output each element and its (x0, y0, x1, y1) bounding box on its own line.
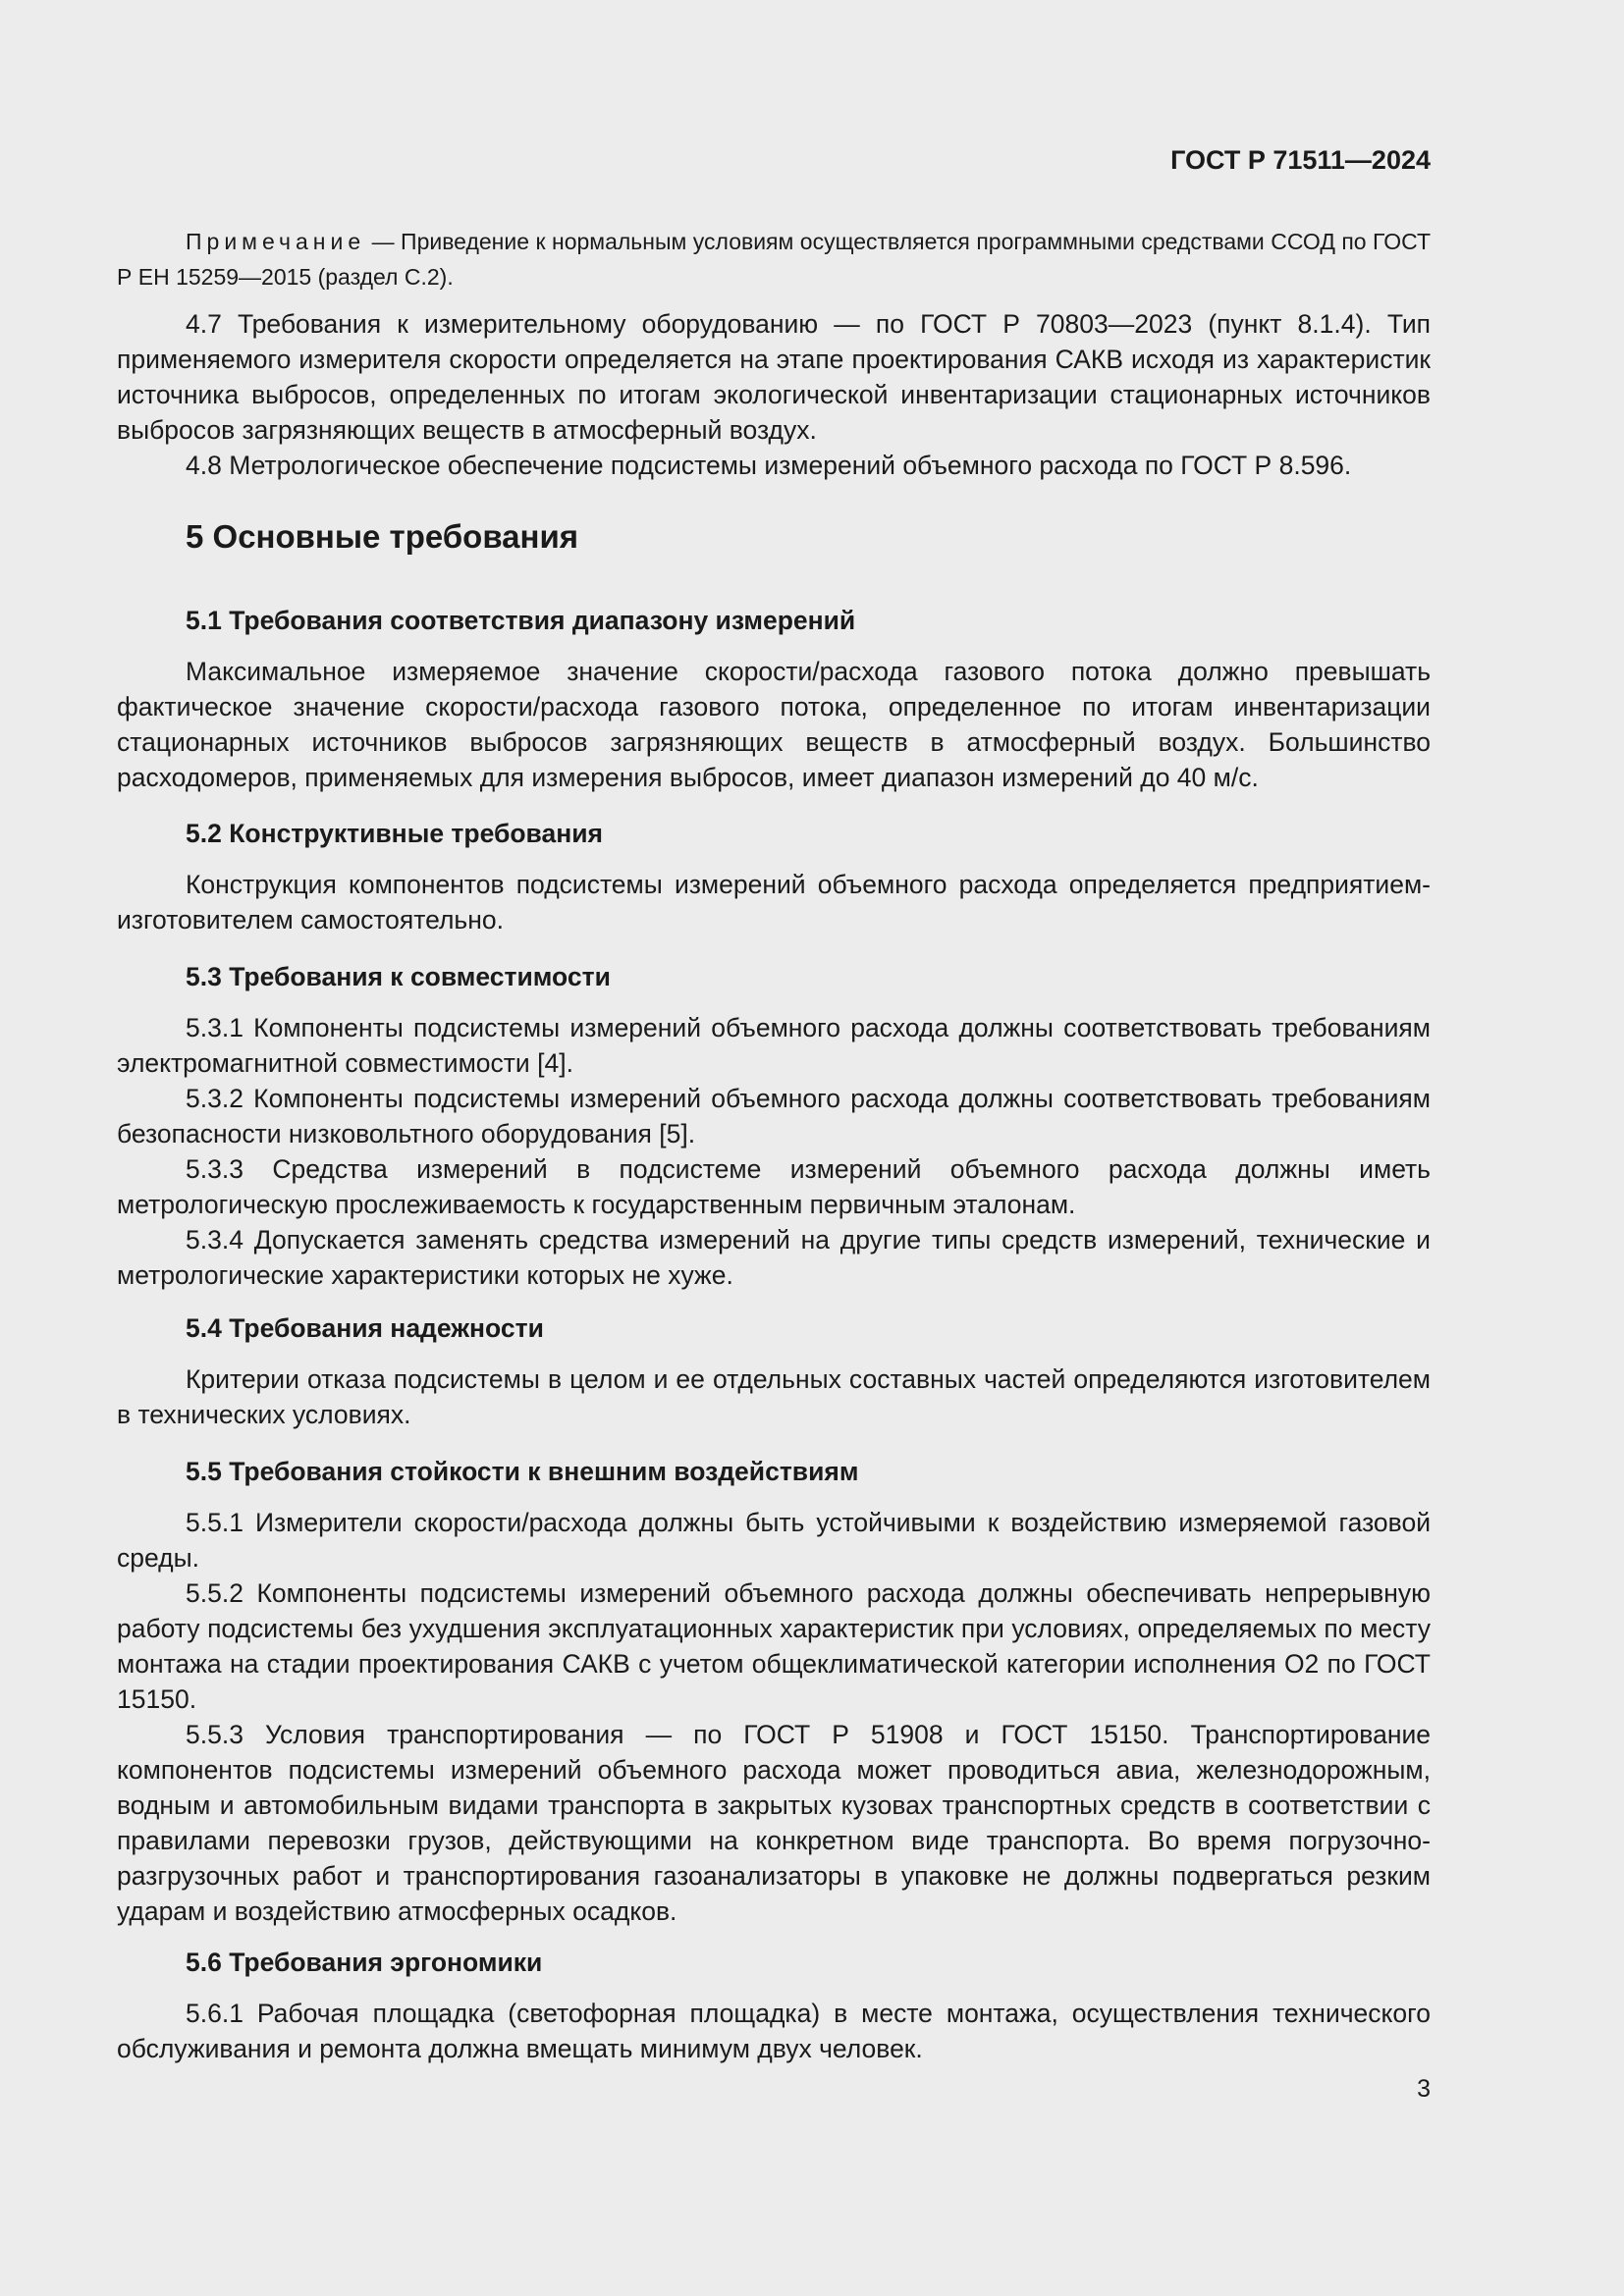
clauses-4 (117, 306, 1431, 483)
section-5-6-title: 5.6 Требования эргономики (186, 1948, 543, 1977)
note-paragraph (117, 224, 1431, 294)
section-5-1-text: Максимальное измеряемое значение скорости/расхода газового потока должно превышать фактическое значение скорости/расхода газового потока, определенное по итогам инвентаризации стационарных источников выбросов загрязняющих веществ в атмосферный воздух. Большинство расходомеров, применяемых для измерения выбросов, имеет диапазон измерений до 40 м/с. (117, 657, 1431, 792)
document-code-header: ГОСТ Р 71511—2024 (1170, 145, 1431, 175)
section-5-1 (117, 606, 1431, 795)
section-5-6 (117, 1948, 1431, 2066)
clause-5-3-4: 5.3.4 Допускается заменять средства измерений на другие типы средств измерений, технические и метрологические характеристики которых не хуже. (117, 1225, 1431, 1290)
clause-5-3-3: 5.3.3 Средства измерений в подсистеме измерений объемного расхода должны иметь метрологическую прослеживаемость к государственным первичным эталонам. (117, 1154, 1431, 1219)
page-number: 3 (1417, 2075, 1431, 2103)
clause-5-5-3: 5.5.3 Условия транспортирования — по ГОСТ Р 51908 и ГОСТ 15150. Транспортирование компонентов подсистемы измерений объемного расхода может проводиться авиа, железнодорожным, водным и автомобильным видами транспорта в закрытых кузовах транспортных средств в соответствии с правилами перевозки грузов, действующими на конкретном виде транспорта. Во время погрузочно-разгрузочных работ и транспортирования газоанализаторы в упаковке не должны подвергаться резким ударам и воздействию атмосферных осадков. (117, 1720, 1431, 1926)
section-5-2-text: Конструкция компонентов подсистемы измерений объемного расхода определяется предприятием-изготовителем самостоятельно. (117, 870, 1431, 934)
section-5-4 (117, 1313, 1431, 1432)
section-5-2-title: 5.2 Конструктивные требования (186, 819, 603, 848)
clause-4-7: 4.7 Требования к измерительному оборудованию — по ГОСТ Р 70803—2023 (пункт 8.1.4). Тип применяемого измерителя скорости определяется на этапе проектирования САКВ исходя из характеристик источника выбросов, определенных по итогам экологической инвентаризации стационарных источников выбросов загрязняющих веществ в атмосферный воздух. (117, 309, 1431, 445)
section-5-1-title: 5.1 Требования соответствия диапазону измерений (186, 606, 856, 635)
section-5-5 (117, 1457, 1431, 1929)
section-5-5-title: 5.5 Требования стойкости к внешним воздействиям (186, 1457, 859, 1486)
note-text: — Приведение к нормальным условиям осуществляется программными средствами ССОД по ГОСТ Р ЕН 15259—2015 (раздел С.2). (117, 229, 1431, 290)
section-5-heading-block (117, 518, 1431, 556)
section-5-3-title: 5.3 Требования к совместимости (186, 962, 611, 991)
section-5-4-title: 5.4 Требования надежности (186, 1313, 544, 1343)
clause-4-8: 4.8 Метрологическое обеспечение подсистемы измерений объемного расхода по ГОСТ Р 8.596. (186, 451, 1352, 480)
note-label: Примечание (186, 229, 366, 254)
clause-5-5-2: 5.5.2 Компоненты подсистемы измерений объемного расхода должны обеспечивать непрерывную работу подсистемы без ухудшения эксплуатационных характеристик при условиях, определяемых по месту монтажа на стадии проектирования САКВ с учетом общеклиматической категории исполнения О2 по ГОСТ 15150. (117, 1578, 1431, 1714)
section-5-3 (117, 962, 1431, 1293)
clause-5-5-1: 5.5.1 Измерители скорости/расхода должны быть устойчивыми к воздействию измеряемой газовой среды. (117, 1508, 1431, 1573)
section-5-4-text: Критерии отказа подсистемы в целом и ее отдельных составных частей определяются изготовителем в технических условиях. (117, 1364, 1431, 1429)
clause-5-3-2: 5.3.2 Компоненты подсистемы измерений объемного расхода должны соответствовать требованиям безопасности низковольтного оборудования [5]. (117, 1084, 1431, 1148)
clause-5-6-1: 5.6.1 Рабочая площадка (светофорная площадка) в месте монтажа, осуществления технического обслуживания и ремонта должна вмещать минимум двух человек. (117, 1999, 1431, 2063)
section-5-2 (117, 819, 1431, 937)
clause-5-3-1: 5.3.1 Компоненты подсистемы измерений объемного расхода должны соответствовать требованиям электромагнитной совместимости [4]. (117, 1013, 1431, 1078)
section-5-title: 5 Основные требования (186, 518, 579, 555)
